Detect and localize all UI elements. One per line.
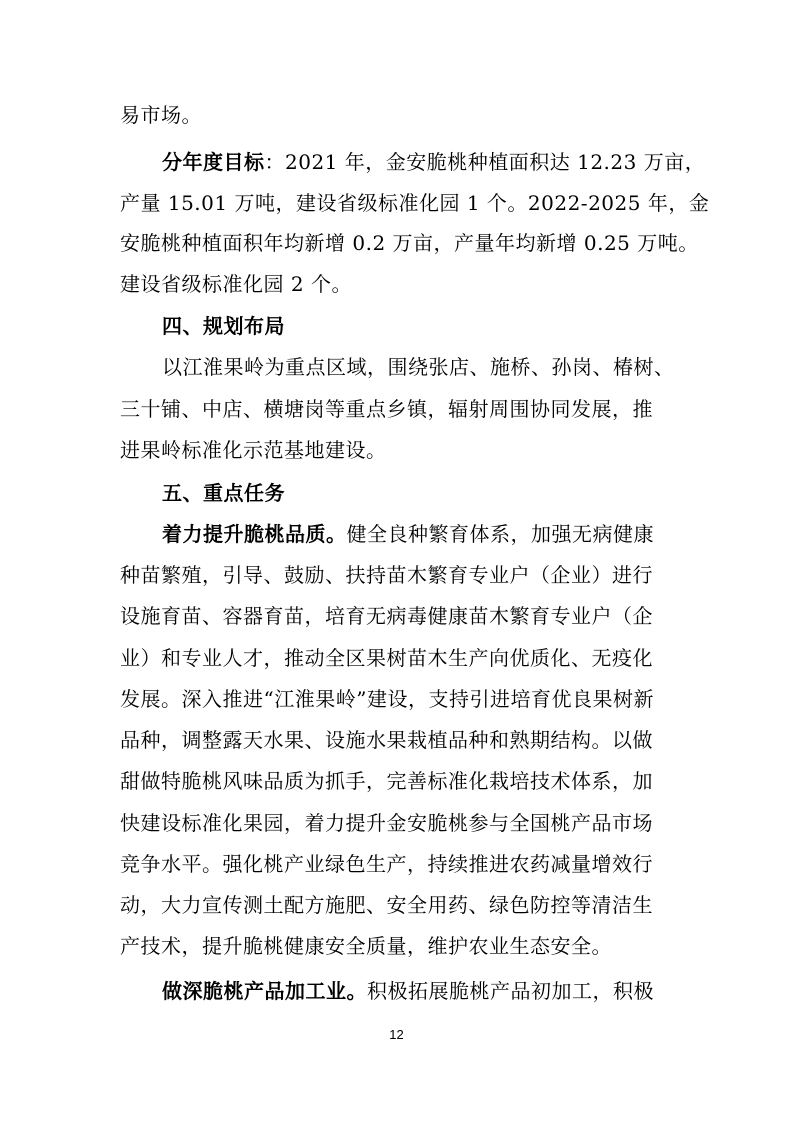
text-line <box>120 891 653 919</box>
text-run: 业）和专业人才，推动全区果树苗木生产向优质化、无疫化 <box>120 646 653 670</box>
text-run: 健全良种繁育体系，加强无病健康 <box>346 522 654 546</box>
text-line <box>120 809 653 837</box>
text-line <box>120 644 653 672</box>
text-line <box>120 602 653 630</box>
text-line <box>120 395 653 423</box>
section-heading <box>162 312 285 340</box>
text-run: ：2021 年，金安脆桃种植面积达 12.23 万亩， <box>264 150 706 174</box>
text-line <box>162 977 654 1005</box>
text-line <box>120 229 699 257</box>
text-run: 进果岭标准化示范基地建设。 <box>120 438 387 462</box>
text-line <box>120 436 387 464</box>
text-line <box>120 932 612 960</box>
text-run: 发展。深入推进“江淮果岭”建设，支持引进培育优良果树新 <box>120 687 654 711</box>
text-run: 甜做特脆桃风味品质为抓手，完善标准化栽培技术体系，加 <box>120 769 653 793</box>
page-number: 12 <box>389 1027 404 1042</box>
text-line <box>120 101 202 129</box>
text-run-bold: 四、规划布局 <box>162 314 285 338</box>
text-line <box>120 685 654 713</box>
text-line <box>120 561 653 589</box>
text-run: 品种，调整露天水果、设施水果栽植品种和熟期结构。以做 <box>120 728 653 752</box>
text-line <box>120 270 352 298</box>
text-line <box>120 189 709 217</box>
text-line <box>162 520 654 548</box>
text-line <box>162 353 675 381</box>
text-line <box>120 726 653 754</box>
text-run: 设施育苗、容器育苗，培育无病毒健康苗木繁育专业户（企 <box>120 604 653 628</box>
text-run-bold: 做深脆桃产品加工业。 <box>162 979 367 1003</box>
text-run: 竞争水平。强化桃产业绿色生产，持续推进农药减量增效行 <box>120 852 653 876</box>
text-run: 以江淮果岭为重点区域，围绕张店、施桥、孙岗、椿树、 <box>162 355 675 379</box>
text-run-bold: 五、重点任务 <box>162 481 285 505</box>
text-line <box>120 767 653 795</box>
text-run: 产量 15.01 万吨，建设省级标准化园 1 个。2022-2025 年，金 <box>120 191 710 215</box>
text-run: 产技术，提升脆桃健康安全质量，维护农业生态安全。 <box>120 934 612 958</box>
text-run: 种苗繁殖，引导、鼓励、扶持苗木繁育专业户（企业）进行 <box>120 563 653 587</box>
text-run: 三十铺、中店、横塘岗等重点乡镇，辐射周围协同发展，推 <box>120 397 653 421</box>
text-run: 建设省级标准化园 2 个。 <box>120 272 352 296</box>
text-run: 快建设标准化果园，着力提升金安脆桃参与全国桃产品市场 <box>120 811 653 835</box>
text-line <box>162 148 705 176</box>
text-run-bold: 分年度目标 <box>162 150 265 174</box>
text-run: 积极拓展脆桃产品初加工，积极 <box>367 979 654 1003</box>
section-heading <box>162 479 285 507</box>
text-run: 安脆桃种植面积年均新增 0.2 万亩，产量年均新增 0.25 万吨。 <box>120 231 699 255</box>
text-run-bold: 着力提升脆桃品质。 <box>162 522 347 546</box>
text-line <box>120 850 653 878</box>
text-run: 动，大力宣传测土配方施肥、安全用药、绿色防控等清洁生 <box>120 893 653 917</box>
text-run: 易市场。 <box>120 103 202 127</box>
